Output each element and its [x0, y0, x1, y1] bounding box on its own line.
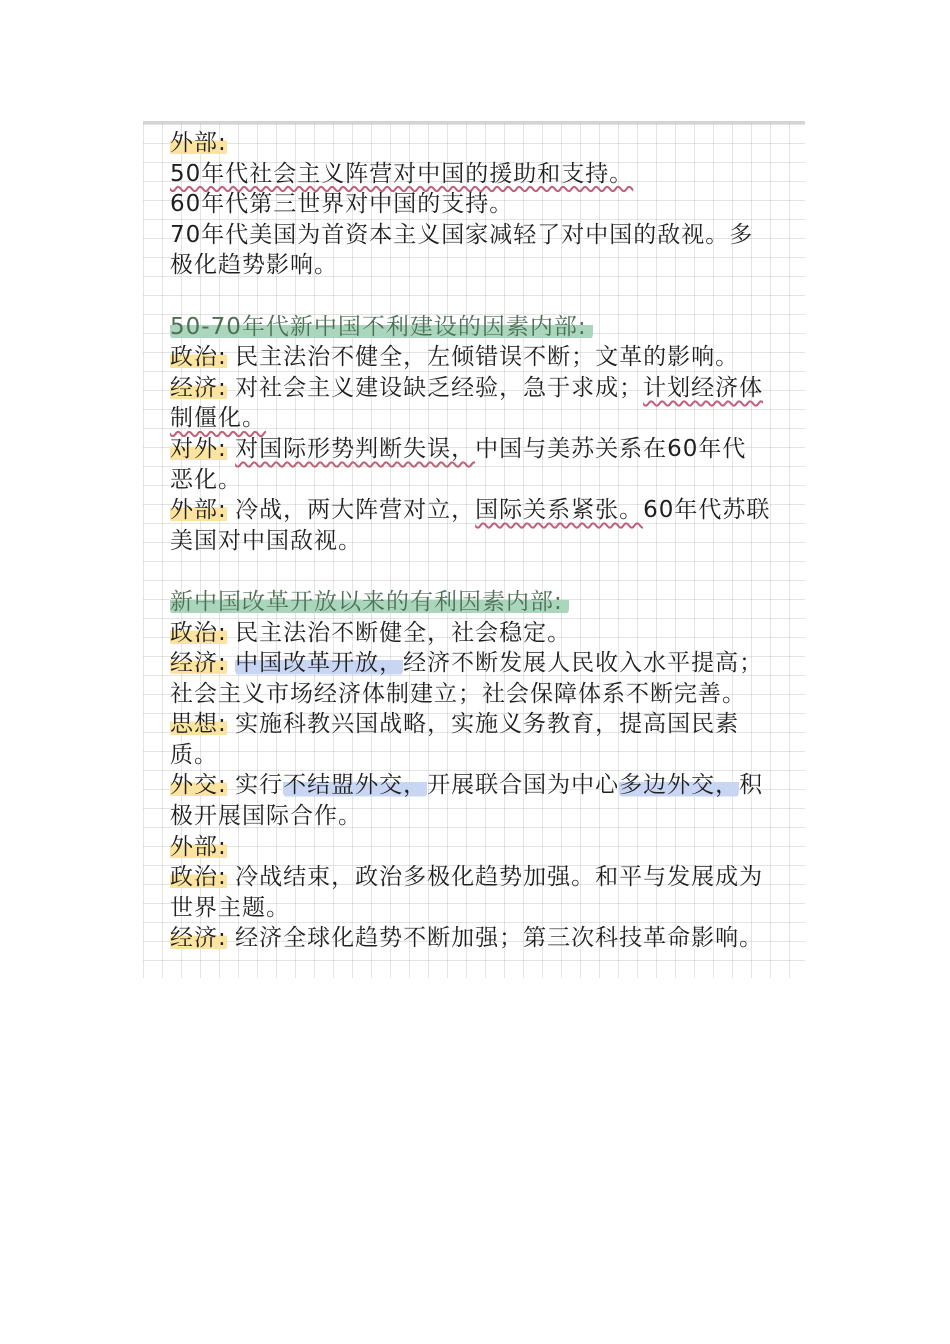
diplomacy-label: 外交:	[170, 772, 227, 799]
note-line	[170, 801, 790, 832]
thought-label: 思想:	[170, 711, 227, 738]
notes-content	[170, 128, 790, 954]
thought-text-continued: 质。	[170, 741, 218, 768]
intro-line-3: 70年代美国为首资本主义国家减轻了对中国的敌视。多	[170, 221, 754, 248]
note-line	[170, 434, 790, 465]
note-line	[170, 495, 790, 526]
note-line	[170, 709, 790, 740]
note-line	[170, 159, 790, 190]
spacer	[170, 281, 790, 312]
note-line	[170, 312, 790, 343]
external-economy-label: 经济:	[170, 925, 227, 952]
note-line	[170, 770, 790, 801]
note-line	[170, 862, 790, 893]
intro-line-4: 极化趋势影响。	[170, 252, 338, 279]
note-line	[170, 465, 790, 496]
economy-text: 对社会主义建设缺乏经验，急于求成；	[235, 374, 644, 401]
note-line	[170, 250, 790, 281]
note-line	[170, 189, 790, 220]
note-line	[170, 220, 790, 251]
note-line	[170, 526, 790, 557]
spacer	[170, 556, 790, 587]
economy-label: 经济:	[170, 374, 227, 401]
diplomacy-text-highlighted: 多边外交，	[619, 772, 740, 799]
economy-label: 经济:	[170, 650, 227, 677]
external-politics-text: 冷战结束，政治多极化趋势加强。和平与发展成为	[235, 864, 764, 891]
external-text-tail: 60年代苏联	[643, 497, 771, 524]
diplomacy-text: 积	[739, 772, 764, 799]
politics-label: 政治:	[170, 344, 227, 371]
note-line	[170, 893, 790, 924]
diplomacy-text-highlighted: 不结盟外交，	[283, 772, 428, 799]
note-line	[170, 679, 790, 710]
external-economy-text: 经济全球化趋势不断加强；第三次科技革命影响。	[235, 925, 764, 952]
foreign-text-continued: 恶化。	[170, 466, 242, 493]
note-line	[170, 923, 790, 954]
external-text: 冷战，两大阵营对立，	[235, 497, 476, 524]
intro-line-2: 60年代第三世界对中国的支持。	[170, 191, 514, 218]
external-politics-label: 政治:	[170, 864, 227, 891]
economy-text-continued: 社会主义市场经济体制建立；社会保障体系不断完善。	[170, 680, 746, 707]
diplomacy-text: 实行	[235, 772, 284, 799]
politics-label: 政治:	[170, 619, 227, 646]
intro-line-1: 50年代社会主义阵营对中国的援助和支持。	[170, 160, 634, 187]
external-politics-text-continued: 世界主题。	[170, 894, 290, 921]
external-label: 外部:	[170, 497, 227, 524]
diplomacy-text-continued: 极开展国际合作。	[170, 803, 362, 830]
section-2-heading: 新中国改革开放以来的有利因素内部:	[170, 589, 569, 615]
note-line	[170, 403, 790, 434]
note-line	[170, 740, 790, 771]
economy-text-underlined: 计划经济体	[643, 374, 764, 401]
foreign-text-underlined: 对国际形势判断失误，	[235, 435, 476, 462]
external-text-underlined: 国际关系紧张。	[475, 497, 644, 524]
economy-text-continued: 制僵化。	[170, 405, 266, 432]
note-line	[170, 342, 790, 373]
foreign-label: 对外:	[170, 435, 227, 462]
note-line	[170, 128, 790, 159]
note-line	[170, 587, 790, 618]
thought-text: 实施科教兴国战略，实施义务教育，提高国民素	[235, 711, 740, 738]
foreign-text: 中国与美苏关系在60年代	[475, 435, 747, 462]
economy-text-highlighted: 中国改革开放，	[235, 650, 404, 677]
external-text-continued: 美国对中国敌视。	[170, 527, 362, 554]
note-line	[170, 618, 790, 649]
section-1-heading: 50-70年代新中国不利建设的因素内部:	[170, 314, 593, 340]
note-line	[170, 648, 790, 679]
politics-text: 民主法治不健全，左倾错误不断；文革的影响。	[235, 344, 740, 371]
external-label: 外部:	[170, 130, 227, 156]
external-label: 外部:	[170, 833, 227, 860]
note-line	[170, 373, 790, 404]
diplomacy-text: 开展联合国为中心	[427, 772, 620, 799]
economy-text: 经济不断发展人民收入水平提高；	[403, 650, 764, 677]
note-line	[170, 832, 790, 863]
politics-text: 民主法治不断健全，社会稳定。	[235, 619, 572, 646]
